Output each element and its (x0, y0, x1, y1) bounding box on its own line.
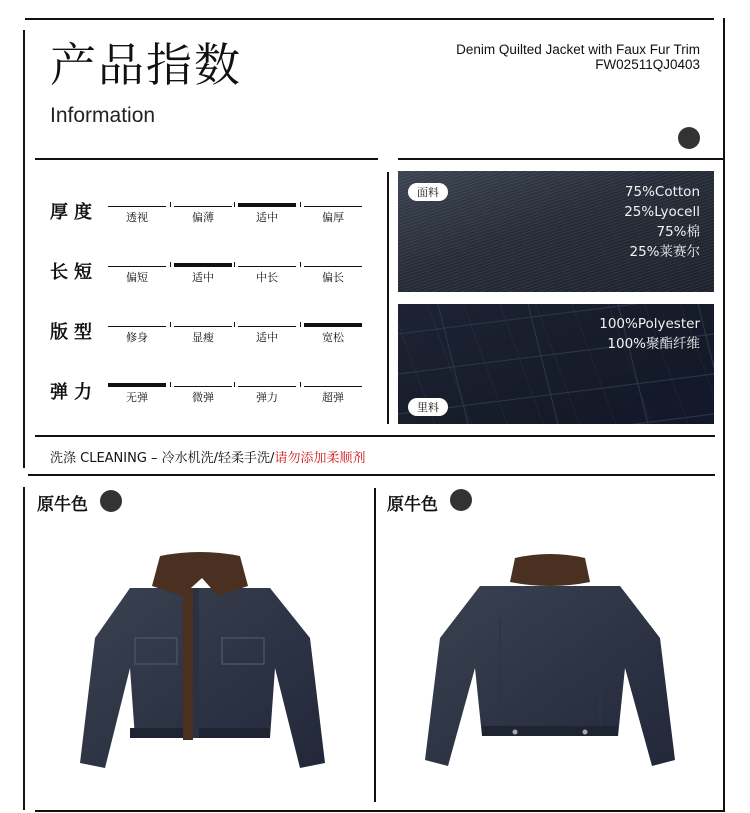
index-option-selected (108, 378, 166, 402)
index-option-bar (238, 386, 296, 387)
index-scale (108, 258, 370, 282)
index-tick (170, 262, 171, 267)
index-option-label: 修身 (126, 331, 148, 344)
index-option (174, 318, 232, 342)
index-option-selected (174, 258, 232, 282)
index-tick (300, 382, 301, 387)
index-option-label: 微弹 (192, 391, 214, 404)
index-option (174, 198, 232, 222)
index-tick (234, 202, 235, 207)
index-option-label: 偏薄 (192, 211, 214, 224)
index-option-label: 适中 (256, 211, 278, 224)
index-option-bar (304, 266, 362, 267)
index-option (238, 378, 296, 402)
index-option-label: 无弹 (126, 391, 148, 404)
index-scale (108, 318, 370, 342)
cleaning-warning: 请勿添加柔顺剂 (274, 451, 366, 466)
product-code: FW02511QJ0403 (595, 57, 700, 72)
index-option (108, 258, 166, 282)
index-option (174, 378, 232, 402)
index-option-bar (174, 206, 232, 207)
cleaning-top-divider (35, 435, 715, 437)
outer-fabric-line: 25%Lyocell (624, 204, 700, 220)
top-border (25, 18, 714, 20)
bottom-border (35, 810, 725, 812)
outer-fabric-composition (624, 182, 700, 262)
index-option (304, 258, 362, 282)
index-option-bar (238, 326, 296, 327)
left-border-lower (23, 487, 25, 810)
index-label: 弹力 (50, 382, 98, 403)
index-tick (234, 382, 235, 387)
lining-fabric-line: 100%聚酯纤维 (607, 336, 700, 352)
jacket-back-image (420, 548, 680, 778)
color-label-back: 原牛色 (387, 495, 438, 515)
outer-fabric-swatch (398, 171, 714, 292)
page-subtitle: Information (50, 104, 156, 127)
index-option (304, 198, 362, 222)
cleaning-instructions (50, 447, 365, 466)
index-tick (234, 322, 235, 327)
photo-divider (374, 488, 376, 802)
index-option (238, 318, 296, 342)
outer-fabric-tag: 面料 (408, 183, 448, 201)
middle-divider (387, 172, 389, 424)
product-name: Denim Quilted Jacket with Faux Fur Trim (456, 42, 700, 57)
index-tick (170, 322, 171, 327)
header-dot (678, 127, 700, 149)
index-option-selected (238, 198, 296, 222)
index-option (238, 258, 296, 282)
cleaning-bottom-divider (28, 474, 715, 476)
index-option-bar (238, 266, 296, 267)
index-option-label: 偏长 (322, 271, 344, 284)
index-option (108, 198, 166, 222)
index-option-label: 宽松 (322, 331, 344, 344)
jacket-front-image (70, 548, 330, 778)
outer-fabric-line: 75%棉 (656, 224, 700, 240)
index-option-bar (304, 386, 362, 387)
index-option-bar (108, 266, 166, 267)
index-option-label: 偏短 (126, 271, 148, 284)
index-option-bar (304, 206, 362, 207)
index-label: 长短 (50, 262, 98, 283)
index-option-label: 超弹 (322, 391, 344, 404)
index-option-selected (304, 318, 362, 342)
lining-fabric-swatch (398, 304, 714, 424)
index-tick (234, 262, 235, 267)
outer-fabric-line: 25%莱赛尔 (629, 244, 700, 260)
cleaning-text: 洗涤 CLEANING – 冷水机洗/轻柔手洗/ (50, 451, 275, 466)
index-option-bar (108, 383, 166, 387)
product-info (456, 42, 700, 72)
index-tick (170, 202, 171, 207)
outer-fabric-line: 75%Cotton (624, 184, 700, 200)
right-border (723, 18, 725, 810)
index-tick (170, 382, 171, 387)
color-label-front: 原牛色 (37, 495, 88, 515)
index-label: 版型 (50, 322, 98, 343)
index-option-label: 显瘦 (192, 331, 214, 344)
color-swatch-back (450, 489, 472, 511)
index-tick (300, 322, 301, 327)
lining-fabric-line: 100%Polyester (599, 316, 700, 332)
index-label: 厚度 (50, 202, 98, 223)
index-option-label: 偏厚 (322, 211, 344, 224)
header-divider-right (398, 158, 723, 160)
index-scale (108, 198, 370, 222)
index-tick (300, 202, 301, 207)
header-divider-left (35, 158, 378, 160)
index-option-bar (174, 263, 232, 267)
index-option-bar (174, 326, 232, 327)
index-option-label: 弹力 (256, 391, 278, 404)
index-option-label: 适中 (256, 331, 278, 344)
index-option-label: 适中 (192, 271, 214, 284)
index-option (108, 318, 166, 342)
index-option-bar (108, 206, 166, 207)
lining-fabric-tag: 里料 (408, 398, 448, 416)
index-tick (300, 262, 301, 267)
index-option-bar (304, 323, 362, 327)
index-option-label: 透视 (126, 211, 148, 224)
lining-fabric-composition (599, 314, 700, 354)
index-option-bar (174, 386, 232, 387)
page-title: 产品指数 (50, 38, 242, 92)
index-option-bar (238, 203, 296, 207)
color-swatch-front (100, 490, 122, 512)
index-scale (108, 378, 370, 402)
index-option-bar (108, 326, 166, 327)
index-option (304, 378, 362, 402)
left-border (23, 30, 25, 468)
index-option-label: 中长 (256, 271, 278, 284)
